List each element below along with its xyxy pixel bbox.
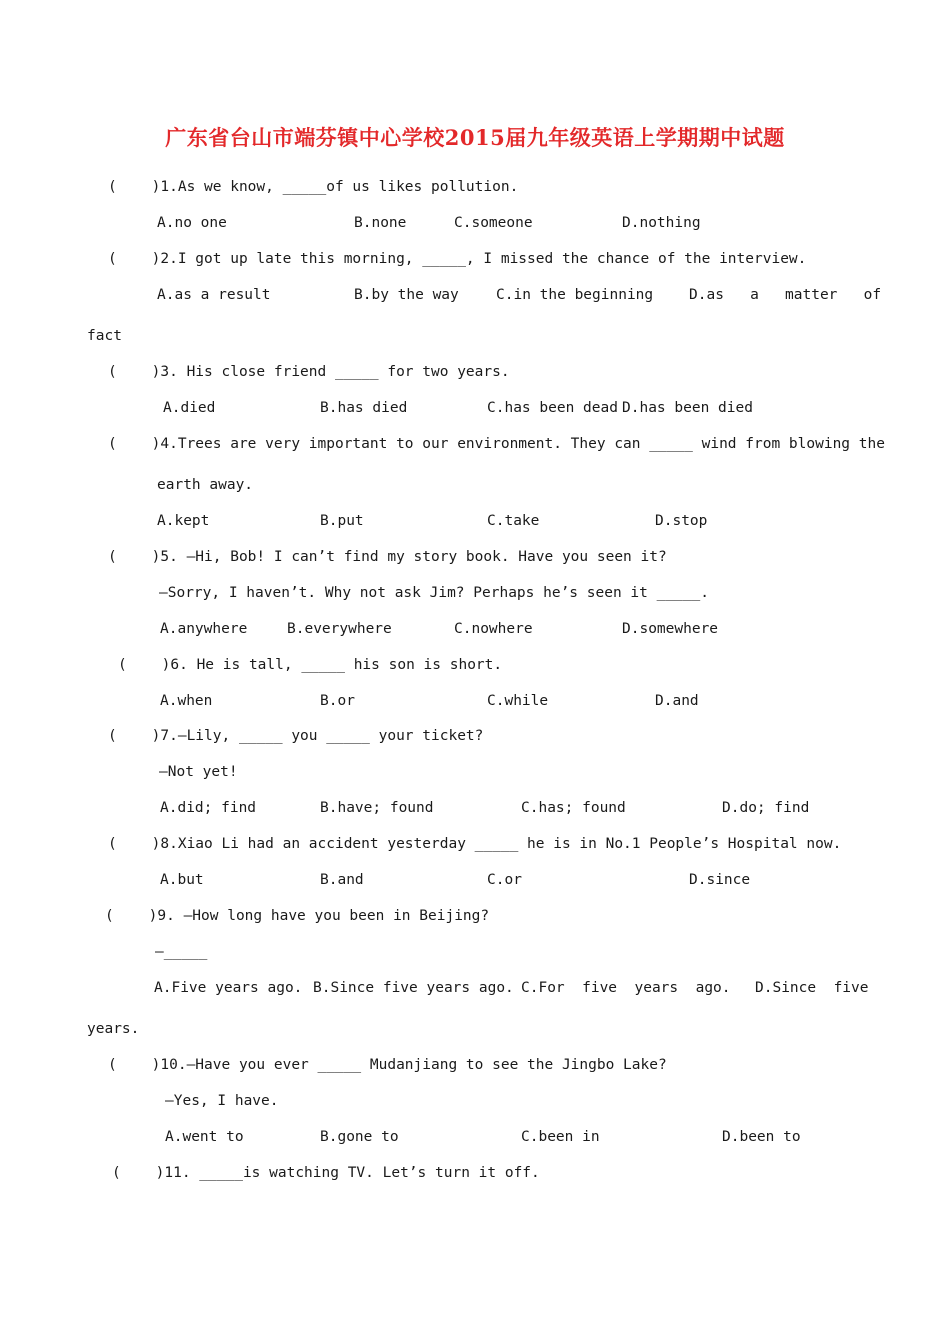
question-5-option-b: B.everywhere <box>287 621 392 637</box>
question-4-option-a: A.kept <box>157 513 210 529</box>
question-4-option-d: D.stop <box>655 513 708 529</box>
question-6-option-b: B.or <box>320 693 355 709</box>
question-2-stem: ( )2.I got up late this morning, _____, I missed the chance of the interview. <box>108 251 807 267</box>
question-9-option-c: C.For five years ago. <box>521 980 731 996</box>
question-10-reply: —Yes, I have. <box>165 1093 279 1109</box>
question-6-option-d: D.and <box>655 693 699 709</box>
question-10-option-c: C.been in <box>521 1129 600 1145</box>
question-2-option-c: C.in the beginning <box>496 287 654 303</box>
question-9-option-a: A.Five years ago. <box>154 980 303 996</box>
question-6-option-c: C.while <box>487 693 549 709</box>
question-7-option-a: A.did; find <box>160 800 257 816</box>
question-3-option-d: D.has been died <box>622 400 753 416</box>
question-10-option-d: D.been to <box>722 1129 801 1145</box>
question-8-option-c: C.or <box>487 872 522 888</box>
question-5-option-d: D.somewhere <box>622 621 719 637</box>
question-1-option-a: A.no one <box>157 215 227 231</box>
question-8-option-a: A.but <box>160 872 204 888</box>
question-9-option-d: D.Since five <box>755 980 869 996</box>
question-4-option-c: C.take <box>487 513 540 529</box>
question-1-stem: ( )1.As we know, _____of us likes pollution. <box>108 179 519 195</box>
question-8-option-d: D.since <box>689 872 751 888</box>
question-2-option-a: A.as a result <box>157 287 271 303</box>
question-3-option-b: B.has died <box>320 400 408 416</box>
question-1-option-d: D.nothing <box>622 215 701 231</box>
question-2-option-b: B.by the way <box>354 287 459 303</box>
question-9-reply: —_____ <box>155 944 208 960</box>
question-4-option-b: B.put <box>320 513 364 529</box>
question-10-option-b: B.gone to <box>320 1129 399 1145</box>
question-1-option-b: B.none <box>354 215 407 231</box>
question-11-stem: ( )11. _____is watching TV. Let’s turn it off. <box>112 1165 540 1181</box>
question-3-option-c: C.has been dead <box>487 400 618 416</box>
question-9-option-d-wrap: years. <box>87 1021 140 1037</box>
question-6-option-a: A.when <box>160 693 213 709</box>
question-5-option-c: C.nowhere <box>454 621 533 637</box>
question-7-stem: ( )7.—Lily, _____ you _____ your ticket? <box>108 728 484 744</box>
question-7-option-b: B.have; found <box>320 800 434 816</box>
question-5-stem: ( )5. —Hi, Bob! I can’t find my story book. Have you seen it? <box>108 549 667 565</box>
question-4-stem-continued: earth away. <box>157 477 254 493</box>
question-9-option-b: B.Since five years ago. <box>313 980 514 996</box>
question-9-stem: ( )9. —How long have you been in Beijing? <box>105 908 490 924</box>
question-2-option-d: D.as a matter of <box>689 287 882 303</box>
question-7-reply: —Not yet! <box>159 764 238 780</box>
question-7-option-d: D.do; find <box>722 800 810 816</box>
question-5-reply: —Sorry, I haven’t. Why not ask Jim? Perhaps he’s seen it _____. <box>159 585 709 601</box>
question-1-option-c: C.someone <box>454 215 533 231</box>
exam-title: 广东省台山市端芬镇中心学校2015届九年级英语上学期期中试题 <box>165 125 785 150</box>
question-3-stem: ( )3. His close friend _____ for two years. <box>108 364 510 380</box>
question-7-option-c: C.has; found <box>521 800 626 816</box>
question-3-option-a: A.died <box>163 400 216 416</box>
question-6-stem: ( )6. He is tall, _____ his son is short. <box>118 657 503 673</box>
question-10-stem: ( )10.—Have you ever _____ Mudanjiang to see the Jingbo Lake? <box>108 1057 667 1073</box>
question-8-stem: ( )8.Xiao Li had an accident yesterday _____ he is in No.1 People’s Hospital now. <box>108 836 842 852</box>
question-2-option-d-wrap: fact <box>87 328 122 344</box>
question-4-stem: ( )4.Trees are very important to our environment. They can _____ wind from blowing the <box>108 436 885 452</box>
question-5-option-a: A.anywhere <box>160 621 248 637</box>
question-10-option-a: A.went to <box>165 1129 244 1145</box>
question-8-option-b: B.and <box>320 872 364 888</box>
